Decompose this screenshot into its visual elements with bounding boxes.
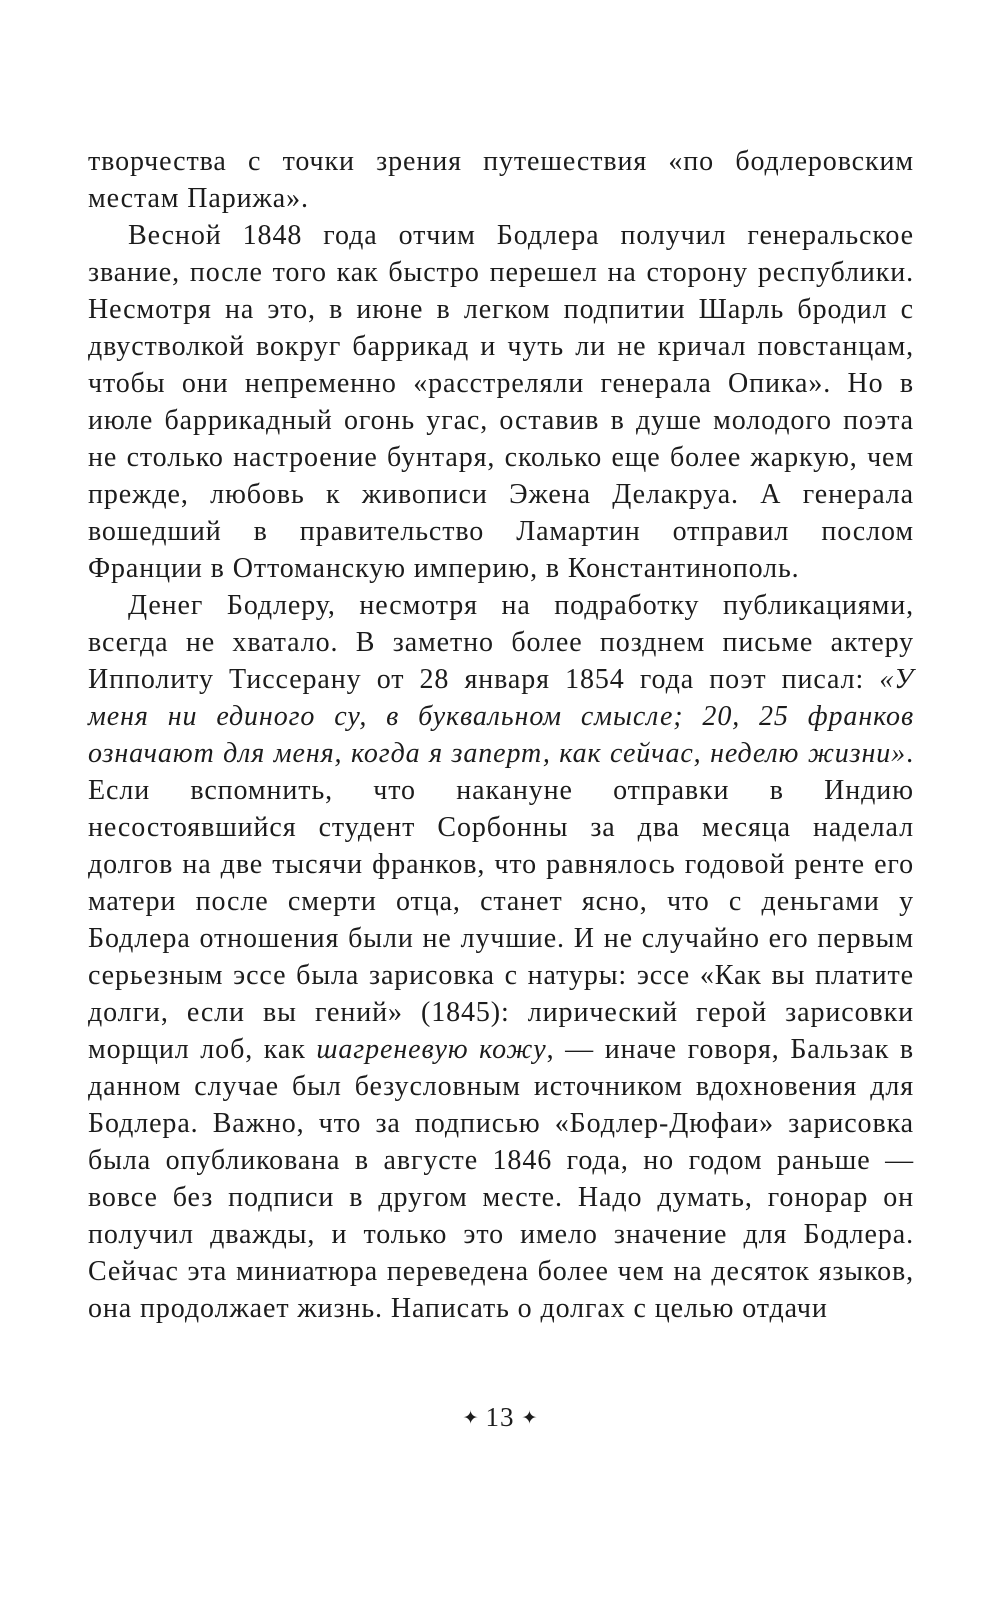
text-block — [88, 143, 914, 1327]
diamond-ornament-left-icon: ✦ — [462, 1408, 479, 1429]
diamond-ornament-right-icon: ✦ — [521, 1408, 538, 1429]
page-number: 13 — [485, 1402, 515, 1432]
italic-text-run: шагреневую кожу — [316, 1034, 547, 1065]
text-run: , — иначе говоря, Бальзак в данном случае был безусловным источником вдохновения для Бодлера. Важно, что за подписью «Бодлер-Дюфаи» зарисовка была опубликована в августе 1846 года, но годом раньше — вовсе без подписи в другом месте. Надо думать, гонорар он получил дважды, и только это имело значение для Бодлера. Сейчас эта миниатюра переведена более чем на десяток языков, она продолжает жизнь. Написать о долгах с целью отдачи — [88, 1034, 914, 1324]
page-footer — [0, 1400, 1000, 1436]
text-run: творчества с точки зрения путешествия «по бодлеровским местам Парижа». — [88, 146, 914, 214]
text-run: Весной 1848 года отчим Бодлера получил генеральское звание, после того как быстро перешел на сторону республики. Несмотря на это, в июне в легком подпитии Шарль бродил с двустволкой вокруг баррикад и чуть ли не кричал повстанцам, чтобы они непременно «расстреляли генерала Опика». Но в июле баррикадный огонь угас, оставив в душе молодого поэта не столько настроение бунтаря, сколько еще более жаркую, чем прежде, любовь к живописи Эжена Делакруа. А генерала вошедший в правительство Ламартин отправил послом Франции в Оттоманскую империю, в Константинополь. — [88, 220, 914, 584]
paragraph — [88, 143, 914, 217]
text-run: . Если вспомнить, что накануне отправки в Индию несостоявшийся студент Сорбонны за два месяца наделал долгов на две тысячи франков, что равнялось годовой ренте его матери после смерти отца, станет ясно, что с деньгами у Бодлера отношения были не лучшие. И не случайно его первым серьезным эссе была зарисовка с натуры: эссе «Как вы платите долги, если вы гений» (1845): лирический герой зарисовки морщил лоб, как — [88, 738, 914, 1065]
italic-text-run: «У меня ни единого су, в буквальном смысле; 20, 25 франков означают для меня, когда я заперт, как сейчас, неделю жизни» — [88, 664, 914, 769]
text-run: Денег Бодлеру, несмотря на подработку публикациями, всегда не хватало. В заметно более позднем письме актеру Ипполиту Тиссерану от 28 января 1854 года поэт писал: — [88, 590, 914, 695]
paragraph — [88, 217, 914, 587]
paragraph — [88, 587, 914, 1327]
